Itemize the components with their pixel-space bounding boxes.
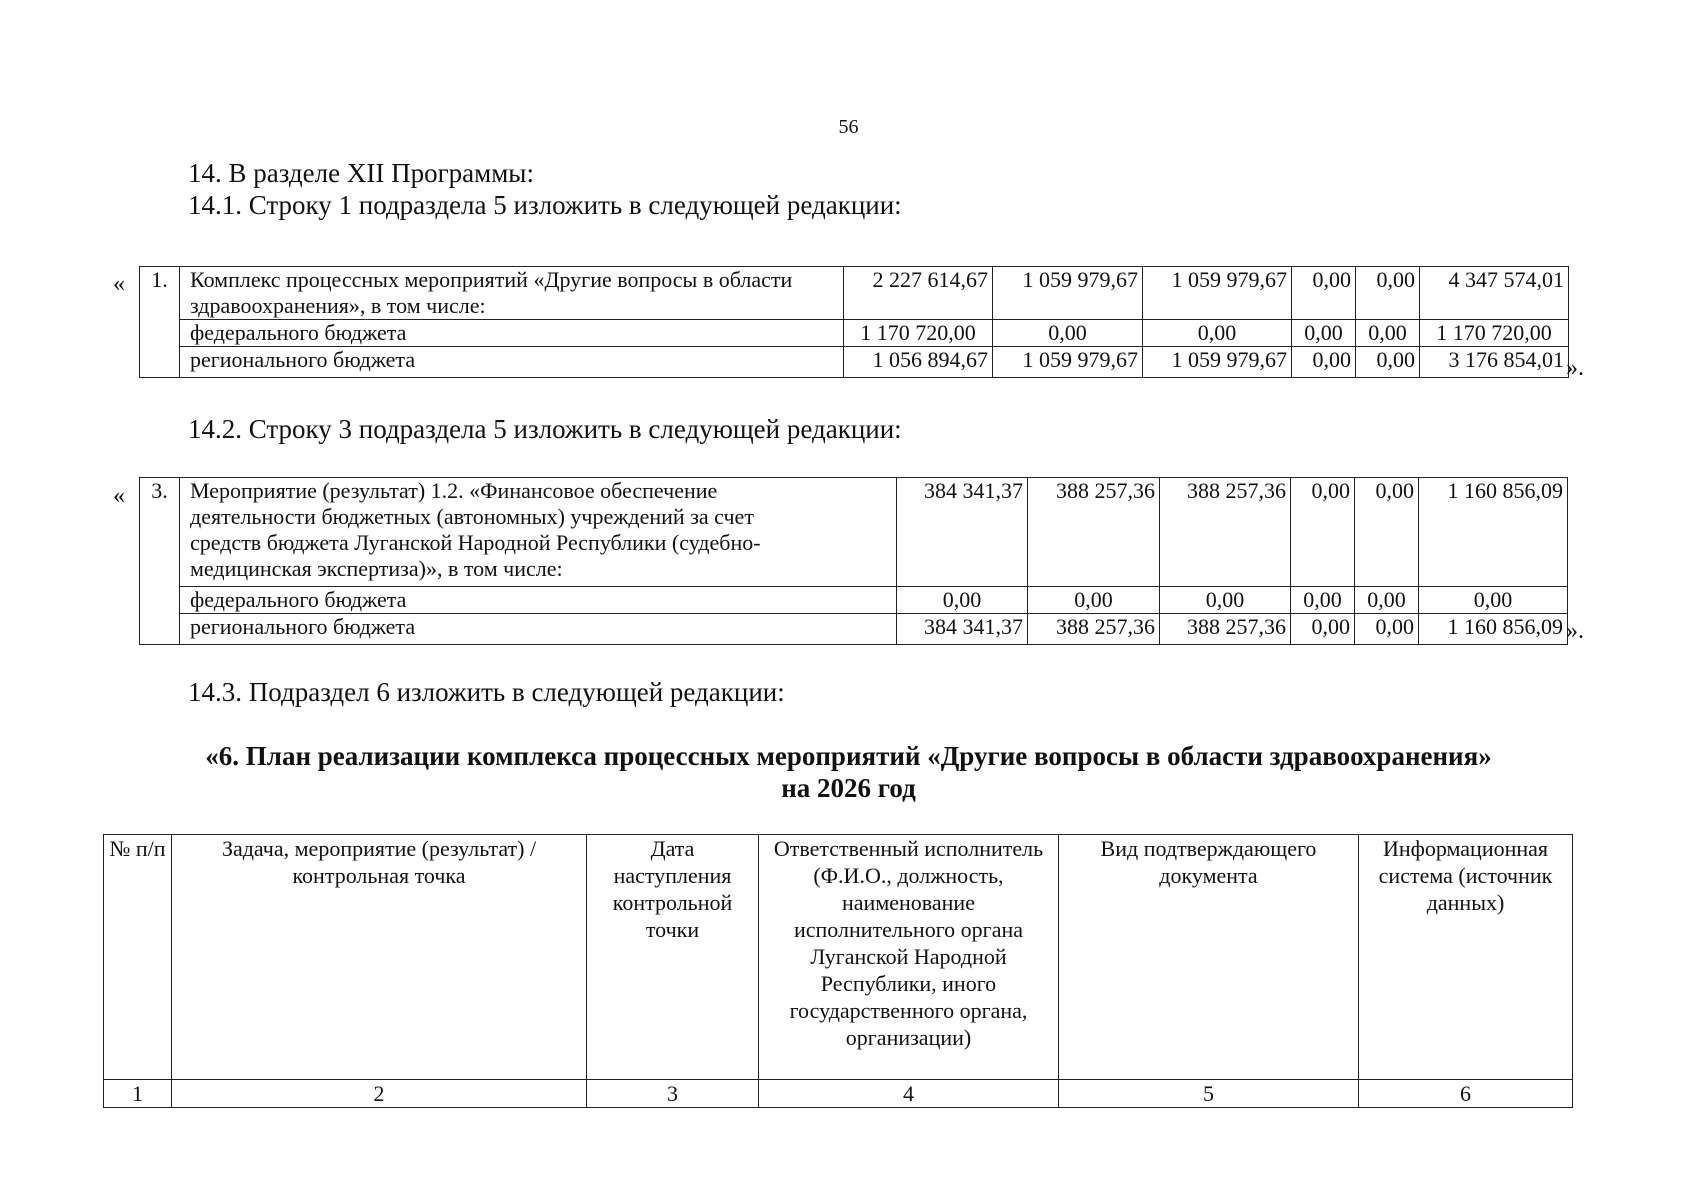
- value-cell: 384 341,37: [897, 614, 1028, 645]
- table-row: [140, 478, 1568, 587]
- value-cell: 3 176 854,01: [1420, 347, 1569, 378]
- row-label: Мероприятие (результат) 1.2. «Финансовое обеспечение деятельности бюджетных (автономных) учреждений за счет средств бюджета Луганской Народной Республики (судебно-медицинская экспертиза)», в том числе:: [180, 478, 897, 587]
- value-cell: 0,00: [1355, 614, 1419, 645]
- value-cell: 1 059 979,67: [993, 347, 1143, 378]
- table-row: [140, 587, 1568, 614]
- value-cell: 0,00: [993, 320, 1143, 347]
- quote-close: ».: [1566, 355, 1584, 381]
- table-row: [140, 320, 1569, 347]
- value-cell: 0,00: [1356, 267, 1420, 320]
- value-cell: 1 059 979,67: [993, 267, 1143, 320]
- finance-table-row-1: [139, 266, 1569, 378]
- paragraph-14-2: 14.2. Строку 3 подраздела 5 изложить в следующей редакции:: [188, 414, 902, 444]
- column-number: 2: [172, 1080, 587, 1108]
- column-header: Дата наступления контрольной точки: [587, 835, 759, 1080]
- row-label: регионального бюджета: [180, 614, 897, 645]
- value-cell: 0,00: [1355, 587, 1419, 614]
- value-cell: 388 257,36: [1028, 614, 1160, 645]
- table-row: [140, 614, 1568, 645]
- paragraph-14: 14. В разделе XII Программы:: [188, 158, 534, 188]
- paragraph-14-1: 14.1. Строку 1 подраздела 5 изложить в следующей редакции:: [188, 190, 902, 220]
- table-number-row: [104, 1080, 1573, 1108]
- column-number: 6: [1359, 1080, 1573, 1108]
- value-cell: 0,00: [1356, 347, 1420, 378]
- column-number: 4: [759, 1080, 1059, 1108]
- value-cell: 0,00: [1292, 320, 1356, 347]
- value-cell: 1 170 720,00: [844, 320, 993, 347]
- value-cell: 0,00: [1291, 587, 1355, 614]
- value-cell: 0,00: [1143, 320, 1292, 347]
- paragraph-14-3: 14.3. Подраздел 6 изложить в следующей редакции:: [188, 677, 785, 707]
- value-cell: 1 056 894,67: [844, 347, 993, 378]
- column-number: 5: [1059, 1080, 1359, 1108]
- value-cell: 1 160 856,09: [1419, 614, 1568, 645]
- row-index: 3.: [140, 478, 180, 645]
- column-header: Информационная система (источник данных): [1359, 835, 1573, 1080]
- value-cell: 0,00: [1356, 320, 1420, 347]
- row-label: федерального бюджета: [180, 587, 897, 614]
- value-cell: 384 341,37: [897, 478, 1028, 587]
- section-heading-line-2: на 2026 год: [781, 773, 916, 803]
- value-cell: 4 347 574,01: [1420, 267, 1569, 320]
- value-cell: 0,00: [897, 587, 1028, 614]
- row-label: федерального бюджета: [180, 320, 844, 347]
- column-header: Ответственный исполнитель (Ф.И.О., должность, наименование исполнительного органа Луганской Народной Республики, иного государственного органа, организации): [759, 835, 1059, 1080]
- column-header: № п/п: [104, 835, 172, 1080]
- section-heading-line-1: «6. План реализации комплекса процессных мероприятий «Другие вопросы в области здравоохранения»: [205, 741, 1492, 771]
- value-cell: 0,00: [1292, 267, 1356, 320]
- value-cell: 0,00: [1291, 614, 1355, 645]
- table-row: [140, 347, 1569, 378]
- value-cell: 0,00: [1355, 478, 1419, 587]
- row-index: 1.: [140, 267, 180, 378]
- value-cell: 0,00: [1292, 347, 1356, 378]
- column-number: 3: [587, 1080, 759, 1108]
- row-label: регионального бюджета: [180, 347, 844, 378]
- value-cell: 1 160 856,09: [1419, 478, 1568, 587]
- value-cell: 1 059 979,67: [1143, 267, 1292, 320]
- value-cell: 2 227 614,67: [844, 267, 993, 320]
- plan-table: [103, 834, 1573, 1108]
- quote-open: «: [113, 271, 125, 297]
- value-cell: 0,00: [1160, 587, 1291, 614]
- quote-open: «: [113, 483, 125, 509]
- row-label: Комплекс процессных мероприятий «Другие вопросы в области здравоохранения», в том числе:: [180, 267, 844, 320]
- column-header: Задача, мероприятие (результат) / контрольная точка: [172, 835, 587, 1080]
- column-header: Вид подтверждающего документа: [1059, 835, 1359, 1080]
- value-cell: 1 170 720,00: [1420, 320, 1569, 347]
- value-cell: 388 257,36: [1160, 478, 1291, 587]
- value-cell: 0,00: [1291, 478, 1355, 587]
- value-cell: 0,00: [1419, 587, 1568, 614]
- table-row: [140, 267, 1569, 320]
- value-cell: 388 257,36: [1160, 614, 1291, 645]
- column-number: 1: [104, 1080, 172, 1108]
- value-cell: 0,00: [1028, 587, 1160, 614]
- quote-close: ».: [1566, 618, 1584, 644]
- page-number: 56: [838, 116, 859, 138]
- finance-table-row-3: [139, 477, 1568, 645]
- value-cell: 1 059 979,67: [1143, 347, 1292, 378]
- table-header-row: [104, 835, 1573, 1080]
- value-cell: 388 257,36: [1028, 478, 1160, 587]
